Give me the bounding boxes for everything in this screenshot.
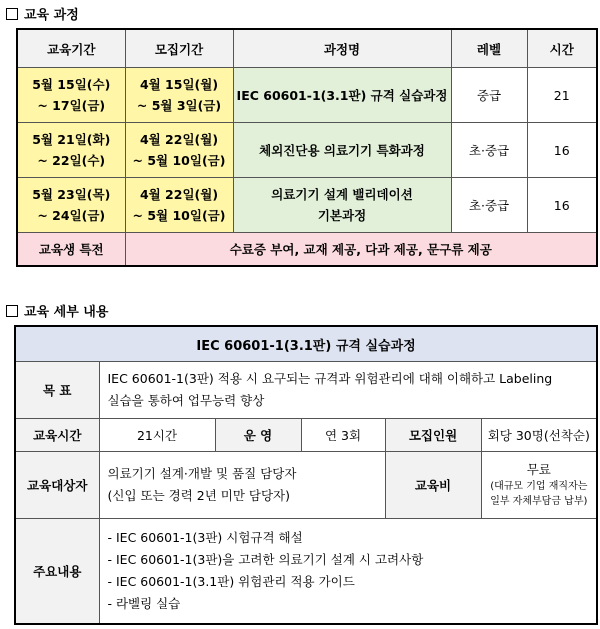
list-item: - 라벨링 실습 [107,596,181,611]
goal-line: IEC 60601-1(3판) 적용 시 요구되는 규격과 위험관리에 대해 이해하고 Labeling [107,371,553,386]
course-cell [233,178,451,233]
course-line: 기본과정 [317,208,367,223]
level-cell: 초·중급 [451,123,527,178]
goal-label: 목 표 [15,362,99,419]
content-label: 주요내용 [15,519,99,625]
table-row [17,178,597,233]
edu-period-cell [17,68,125,123]
header-level: 레벨 [451,29,527,68]
section2-title [6,301,108,320]
header-edu-period: 교육기간 [17,29,125,68]
target-line: 의료기기 설계·개발 및 품질 담당자 [107,466,297,481]
table-row [17,123,597,178]
recruit-value: 회당 30명(선착순) [481,419,597,452]
edu-period-cell [17,178,125,233]
course-line: 의료기기 설계 밸리데이션 [271,187,413,202]
recruit-period-line: 4월 15일(월) [139,77,219,92]
time-value: 21시간 [99,419,215,452]
table-header-row [17,29,597,68]
hours-cell: 16 [527,178,597,233]
fee-value: 무료 [526,462,551,477]
level-cell: 중급 [451,68,527,123]
recruit-label: 모집인원 [385,419,481,452]
course-schedule-table [16,28,598,267]
edu-period-line: 5월 23일(목) [32,187,111,202]
hours-cell: 16 [527,123,597,178]
recruit-period-line: ~ 5월 3일(금) [136,98,222,113]
recruit-period-cell [125,123,233,178]
target-value [99,452,385,519]
benefit-text: 수료증 부여, 교재 제공, 다과 제공, 문구류 제공 [125,233,597,267]
recruit-period-cell [125,178,233,233]
edu-period-line: ~ 24일(금) [37,208,106,223]
hours-cell: 21 [527,68,597,123]
checkbox-square-icon [6,305,18,317]
edu-period-cell [17,123,125,178]
list-item: - IEC 60601-1(3.1판) 위험관리 적용 가이드 [107,574,355,589]
fee-value-cell [481,452,597,519]
recruit-period-line: 4월 22일(월) [139,187,219,202]
recruit-period-cell [125,68,233,123]
time-label: 교육시간 [15,419,99,452]
fee-note: (대규모 기업 재직자는 [490,481,588,492]
course-line: IEC 60601-1(3.1판) 규격 실습과정 [236,87,448,103]
benefit-label: 교육생 특전 [17,233,125,267]
section1-title [6,4,79,23]
operation-value: 연 3회 [301,419,385,452]
header-course: 과정명 [233,29,451,68]
goal-line: 실습을 통하여 업무능력 향상 [107,393,265,408]
fee-label: 교육비 [385,452,481,519]
course-line: 체외진단용 의료기기 특화과정 [259,142,425,158]
edu-period-line: ~ 22일(수) [37,153,106,168]
operation-label: 운 영 [215,419,301,452]
course-detail-table [14,325,598,625]
header-hours: 시간 [527,29,597,68]
edu-period-line: 5월 21일(화) [32,132,111,147]
target-line: (신입 또는 경력 2년 미만 담당자) [107,488,290,503]
recruit-period-line: 4월 22일(월) [139,132,219,147]
course-cell [233,123,451,178]
fee-note: 일부 자체부담금 납부) [490,496,588,507]
header-recruit-period: 모집기간 [125,29,233,68]
goal-value [99,362,597,419]
benefit-row [17,233,597,267]
level-cell: 초·중급 [451,178,527,233]
table-row [17,68,597,123]
section2-title-text: 교육 세부 내용 [24,305,109,320]
list-item: - IEC 60601-1(3판)을 고려한 의료기기 설계 시 고려사항 [107,552,424,567]
checkbox-square-icon [6,8,18,20]
course-cell [233,68,451,123]
section1-title-text: 교육 과정 [24,8,79,23]
course-title: IEC 60601-1(3.1판) 규격 실습과정 [15,326,597,362]
edu-period-line: ~ 17일(금) [37,98,106,113]
edu-period-line: 5월 15일(수) [32,77,111,92]
target-label: 교육대상자 [15,452,99,519]
list-item: - IEC 60601-1(3판) 시험규격 해설 [107,530,303,545]
recruit-period-line: ~ 5월 10일(금) [132,208,226,223]
recruit-period-line: ~ 5월 10일(금) [132,153,226,168]
content-list [99,519,597,625]
